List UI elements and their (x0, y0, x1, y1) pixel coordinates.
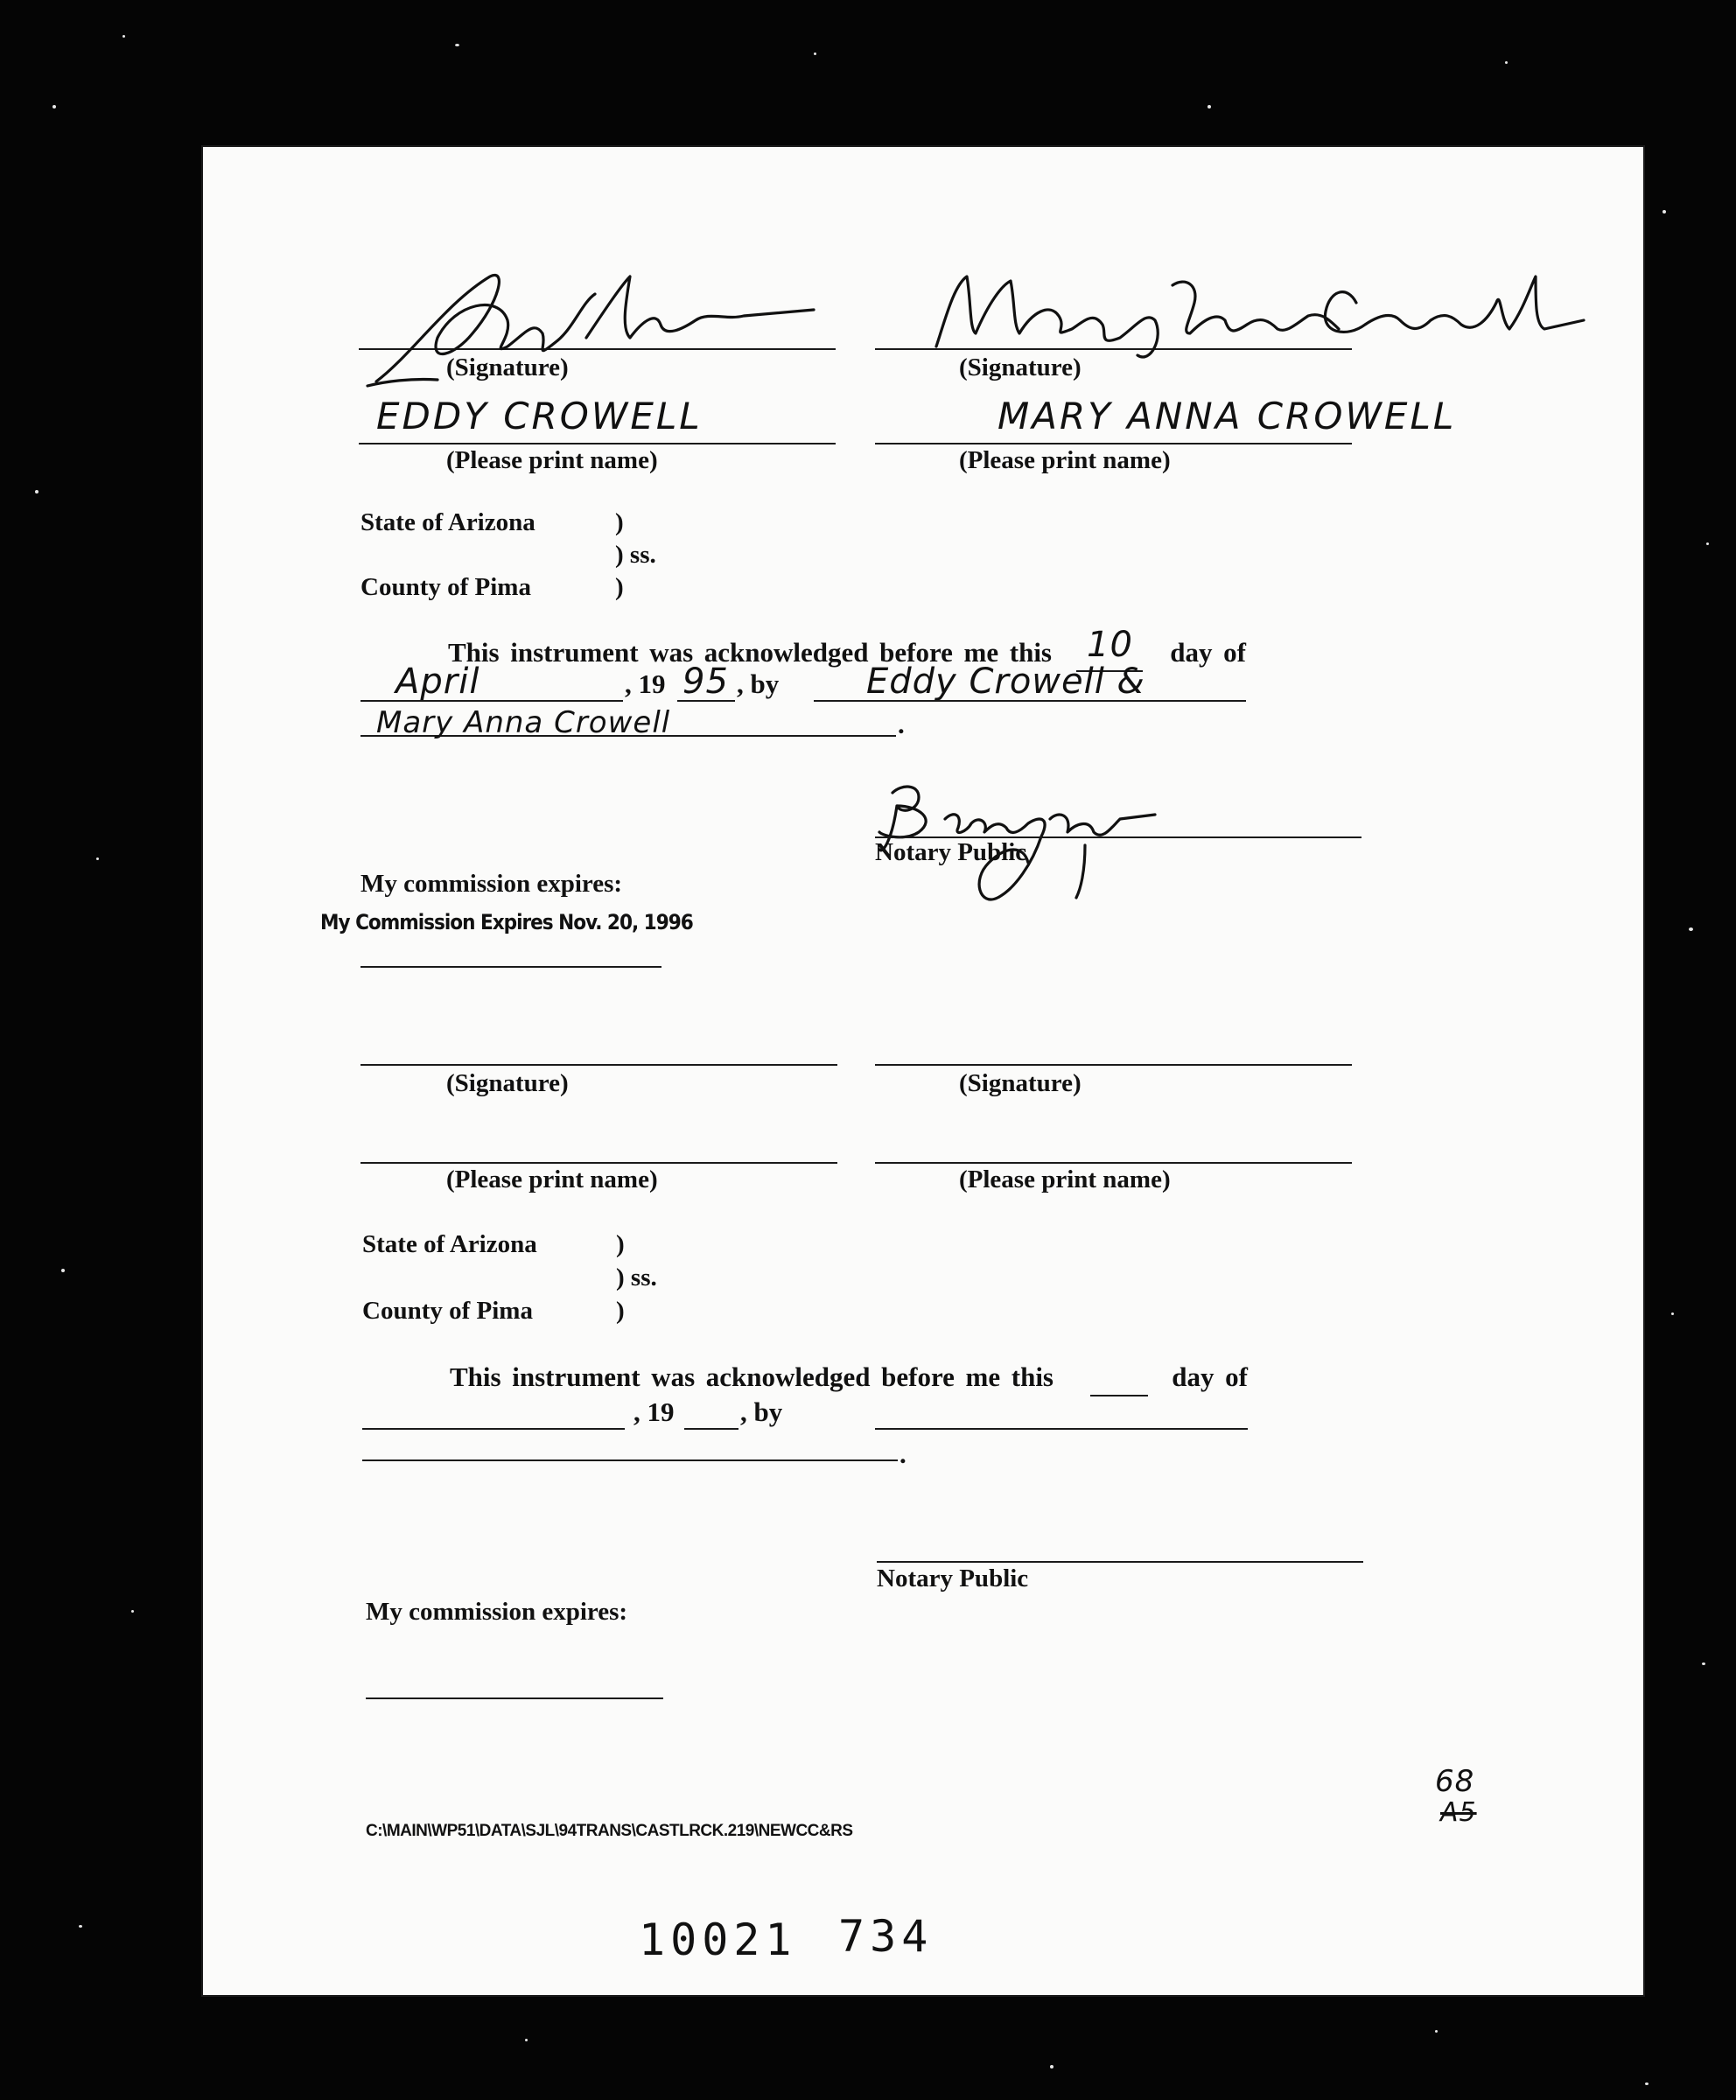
page-reference: 734 (838, 1911, 934, 1962)
ack-word: of (1223, 637, 1246, 668)
ack-word: me (965, 1362, 1001, 1392)
signature-label-left: (Signature) (446, 1069, 569, 1097)
commission-line (366, 1698, 663, 1699)
year-prefix: , 19 (634, 1396, 675, 1427)
notary-label: Notary Public (877, 1564, 1029, 1592)
signature-label-right: (Signature) (959, 354, 1082, 382)
ack-word: acknowledged (704, 637, 869, 668)
county-label: County of Pima (362, 1297, 533, 1325)
by-value-2: Mary Anna Crowell (376, 705, 671, 740)
period: . (900, 1438, 906, 1469)
ack-word: day (1170, 637, 1213, 668)
commission-line (360, 966, 662, 968)
commission-label: My commission expires: (366, 1598, 628, 1626)
print-label-right: (Please print name) (959, 446, 1171, 474)
print-label-left: (Please print name) (446, 1166, 658, 1194)
ack-word: of (1225, 1362, 1248, 1392)
print-label-left: (Please print name) (446, 446, 658, 474)
signature-label-left: (Signature) (446, 354, 569, 382)
document-number: 10021 (639, 1914, 797, 1965)
state-label: State of Arizona (362, 1230, 537, 1258)
document-page (201, 145, 1645, 1997)
ack-word: before (881, 1362, 955, 1392)
year-value: 95 (682, 662, 729, 702)
acknowledgment-text (450, 1362, 1248, 1393)
page-number-struck: A5 (1440, 1797, 1477, 1828)
by-value-1: Eddy Crowell & (866, 662, 1145, 702)
signature-eddy-crowell (359, 250, 849, 390)
period: . (898, 709, 905, 739)
year-line (684, 1428, 738, 1430)
ack-word: instrument (510, 637, 639, 668)
ack-word: acknowledged (705, 1362, 871, 1392)
by-label: , by (737, 668, 780, 699)
ack-word: this (1009, 637, 1052, 668)
printed-name-right: MARY ANNA CROWELL (998, 395, 1457, 438)
notary-label: Notary Public (875, 838, 1027, 866)
ack-word: before (879, 637, 953, 668)
print-line-left (359, 443, 836, 444)
ack-word: me (963, 637, 999, 668)
state-label: State of Arizona (360, 508, 536, 536)
signature-line-right (875, 1064, 1352, 1066)
signature-label-right: (Signature) (959, 1069, 1082, 1097)
day-value: 10 (1087, 625, 1133, 665)
venue-paren-2: ) (615, 573, 624, 601)
signature-line-left (360, 1064, 837, 1066)
venue-paren-2: ) (616, 1297, 625, 1325)
file-path: C:\MAIN\WP51\DATA\SJL\94TRANS\CASTLRCK.219\NEWCC&RS (366, 1822, 853, 1840)
venue-paren-1: ) (616, 1230, 625, 1258)
month-value: April (396, 662, 480, 702)
notary-line (877, 1561, 1363, 1563)
page-number: 68 (1435, 1764, 1475, 1799)
print-line-left (360, 1162, 837, 1164)
ack-word: this (1011, 1362, 1054, 1392)
month-line (362, 1428, 625, 1430)
year-prefix: , 19 (625, 668, 666, 699)
by-line (875, 1428, 1248, 1430)
print-line-right (875, 1162, 1352, 1164)
day-line (1090, 1395, 1148, 1396)
ack-word: This (450, 1362, 501, 1392)
commission-stamp: My Commission Expires Nov. 20, 1996 (320, 910, 693, 934)
printed-name-left: EDDY CROWELL (376, 395, 703, 438)
ack-word: instrument (512, 1362, 640, 1392)
county-label: County of Pima (360, 573, 531, 601)
commission-label: My commission expires: (360, 870, 623, 898)
print-label-right: (Please print name) (959, 1166, 1171, 1194)
by-label: , by (740, 1396, 783, 1427)
by-line-2 (362, 1460, 898, 1461)
print-line-right (875, 443, 1352, 444)
ack-word: day (1172, 1362, 1214, 1392)
ack-word: This (448, 637, 500, 668)
venue-paren-1: ) (615, 508, 624, 536)
ack-word: was (649, 637, 694, 668)
venue-ss: ) ss. (616, 1264, 657, 1292)
venue-ss: ) ss. (615, 541, 656, 569)
ack-word: was (651, 1362, 696, 1392)
